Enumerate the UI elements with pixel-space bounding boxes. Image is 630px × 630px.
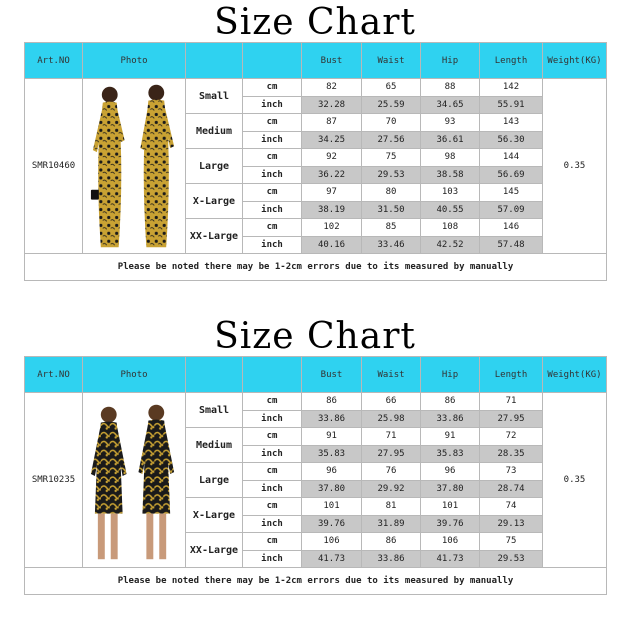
bust-value: 34.25 [302,131,362,149]
unit-inch: inch [243,201,302,219]
unit-cm: cm [243,149,302,167]
bust-value: 91 [302,428,362,446]
waist-value: 66 [362,393,421,411]
unit-inch: inch [243,166,302,184]
chart-title: Size Chart [214,316,416,357]
bust-value: 41.73 [302,550,362,568]
note-row [25,568,607,595]
unit-inch: inch [243,480,302,498]
hip-value: 41.73 [421,550,480,568]
size-label: X-Large [186,498,243,533]
waist-value: 31.50 [362,201,421,219]
size-label: Large [186,149,243,184]
header-unit [243,357,302,393]
model-photo-short-dress-icon [83,394,185,566]
unit-cm: cm [243,184,302,202]
measurement-note: Please be noted there may be 1-2cm errors due to its measured by manually [25,254,607,281]
waist-value: 71 [362,428,421,446]
hip-value: 98 [421,149,480,167]
waist-value: 81 [362,498,421,516]
size-table [24,42,607,281]
hip-value: 35.83 [421,445,480,463]
table-row [25,79,607,97]
header-art-no: Art.NO [25,357,83,393]
length-value: 56.30 [480,131,543,149]
length-value: 71 [480,393,543,411]
waist-value: 80 [362,184,421,202]
size-label: Small [186,393,243,428]
length-value: 72 [480,428,543,446]
unit-cm: cm [243,428,302,446]
unit-inch: inch [243,550,302,568]
header-length: Length [480,357,543,393]
hip-value: 37.80 [421,480,480,498]
length-value: 29.53 [480,550,543,568]
header-unit [243,43,302,79]
header-length: Length [480,43,543,79]
length-value: 27.95 [480,410,543,428]
size-chart-1 [24,4,606,281]
length-value: 56.69 [480,166,543,184]
hip-value: 101 [421,498,480,516]
size-label: XX-Large [186,219,243,254]
header-row [25,43,607,79]
hip-value: 88 [421,79,480,97]
hip-value: 38.58 [421,166,480,184]
length-value: 28.74 [480,480,543,498]
bust-value: 39.76 [302,515,362,533]
bust-value: 102 [302,219,362,237]
unit-inch: inch [243,445,302,463]
hip-value: 36.61 [421,131,480,149]
waist-value: 27.95 [362,445,421,463]
art-number: SMR10460 [25,79,83,254]
size-label: Large [186,463,243,498]
header-size [186,43,243,79]
bust-value: 97 [302,184,362,202]
header-row [25,357,607,393]
art-number: SMR10235 [25,393,83,568]
length-value: 75 [480,533,543,551]
bust-value: 106 [302,533,362,551]
size-label: X-Large [186,184,243,219]
bust-value: 96 [302,463,362,481]
waist-value: 86 [362,533,421,551]
waist-value: 29.53 [362,166,421,184]
hip-value: 42.52 [421,236,480,254]
size-label: XX-Large [186,533,243,568]
model-photo-long-dress-icon [83,80,185,252]
bust-value: 101 [302,498,362,516]
size-chart-2 [24,318,606,595]
size-table [24,356,607,595]
header-art-no: Art.NO [25,43,83,79]
bust-value: 36.22 [302,166,362,184]
hip-value: 96 [421,463,480,481]
header-photo: Photo [83,357,186,393]
length-value: 29.13 [480,515,543,533]
bust-value: 33.86 [302,410,362,428]
length-value: 28.35 [480,445,543,463]
waist-value: 31.89 [362,515,421,533]
waist-value: 65 [362,79,421,97]
bust-value: 92 [302,149,362,167]
header-bust: Bust [302,357,362,393]
length-value: 73 [480,463,543,481]
header-hip: Hip [421,43,480,79]
bust-value: 87 [302,114,362,132]
waist-value: 75 [362,149,421,167]
header-waist: Waist [362,43,421,79]
unit-cm: cm [243,393,302,411]
hip-value: 39.76 [421,515,480,533]
waist-value: 76 [362,463,421,481]
header-weight: Weight(KG) [543,43,607,79]
bust-value: 40.16 [302,236,362,254]
bust-value: 82 [302,79,362,97]
hip-value: 34.65 [421,96,480,114]
table-row [25,393,607,411]
header-bust: Bust [302,43,362,79]
header-photo: Photo [83,43,186,79]
chart-title: Size Chart [214,2,416,43]
waist-value: 33.46 [362,236,421,254]
header-waist: Waist [362,357,421,393]
waist-value: 70 [362,114,421,132]
waist-value: 27.56 [362,131,421,149]
hip-value: 106 [421,533,480,551]
size-label: Medium [186,428,243,463]
length-value: 74 [480,498,543,516]
hip-value: 103 [421,184,480,202]
length-value: 57.48 [480,236,543,254]
hip-value: 108 [421,219,480,237]
unit-inch: inch [243,131,302,149]
header-size [186,357,243,393]
bust-value: 38.19 [302,201,362,219]
length-value: 143 [480,114,543,132]
hip-value: 91 [421,428,480,446]
waist-value: 25.59 [362,96,421,114]
hip-value: 40.55 [421,201,480,219]
note-row [25,254,607,281]
hip-value: 93 [421,114,480,132]
weight-value: 0.35 [543,79,607,254]
header-weight: Weight(KG) [543,357,607,393]
length-value: 146 [480,219,543,237]
length-value: 145 [480,184,543,202]
waist-value: 29.92 [362,480,421,498]
size-label: Small [186,79,243,114]
unit-cm: cm [243,498,302,516]
unit-inch: inch [243,515,302,533]
unit-cm: cm [243,79,302,97]
size-label: Medium [186,114,243,149]
bust-value: 37.80 [302,480,362,498]
unit-cm: cm [243,114,302,132]
length-value: 57.09 [480,201,543,219]
unit-cm: cm [243,219,302,237]
bust-value: 32.28 [302,96,362,114]
hip-value: 33.86 [421,410,480,428]
bust-value: 35.83 [302,445,362,463]
waist-value: 85 [362,219,421,237]
hip-value: 86 [421,393,480,411]
length-value: 142 [480,79,543,97]
product-photo [83,393,186,568]
unit-inch: inch [243,410,302,428]
unit-cm: cm [243,463,302,481]
unit-inch: inch [243,236,302,254]
length-value: 55.91 [480,96,543,114]
unit-inch: inch [243,96,302,114]
waist-value: 25.98 [362,410,421,428]
unit-cm: cm [243,533,302,551]
length-value: 144 [480,149,543,167]
weight-value: 0.35 [543,393,607,568]
waist-value: 33.86 [362,550,421,568]
header-hip: Hip [421,357,480,393]
measurement-note: Please be noted there may be 1-2cm errors due to its measured by manually [25,568,607,595]
product-photo [83,79,186,254]
bust-value: 86 [302,393,362,411]
